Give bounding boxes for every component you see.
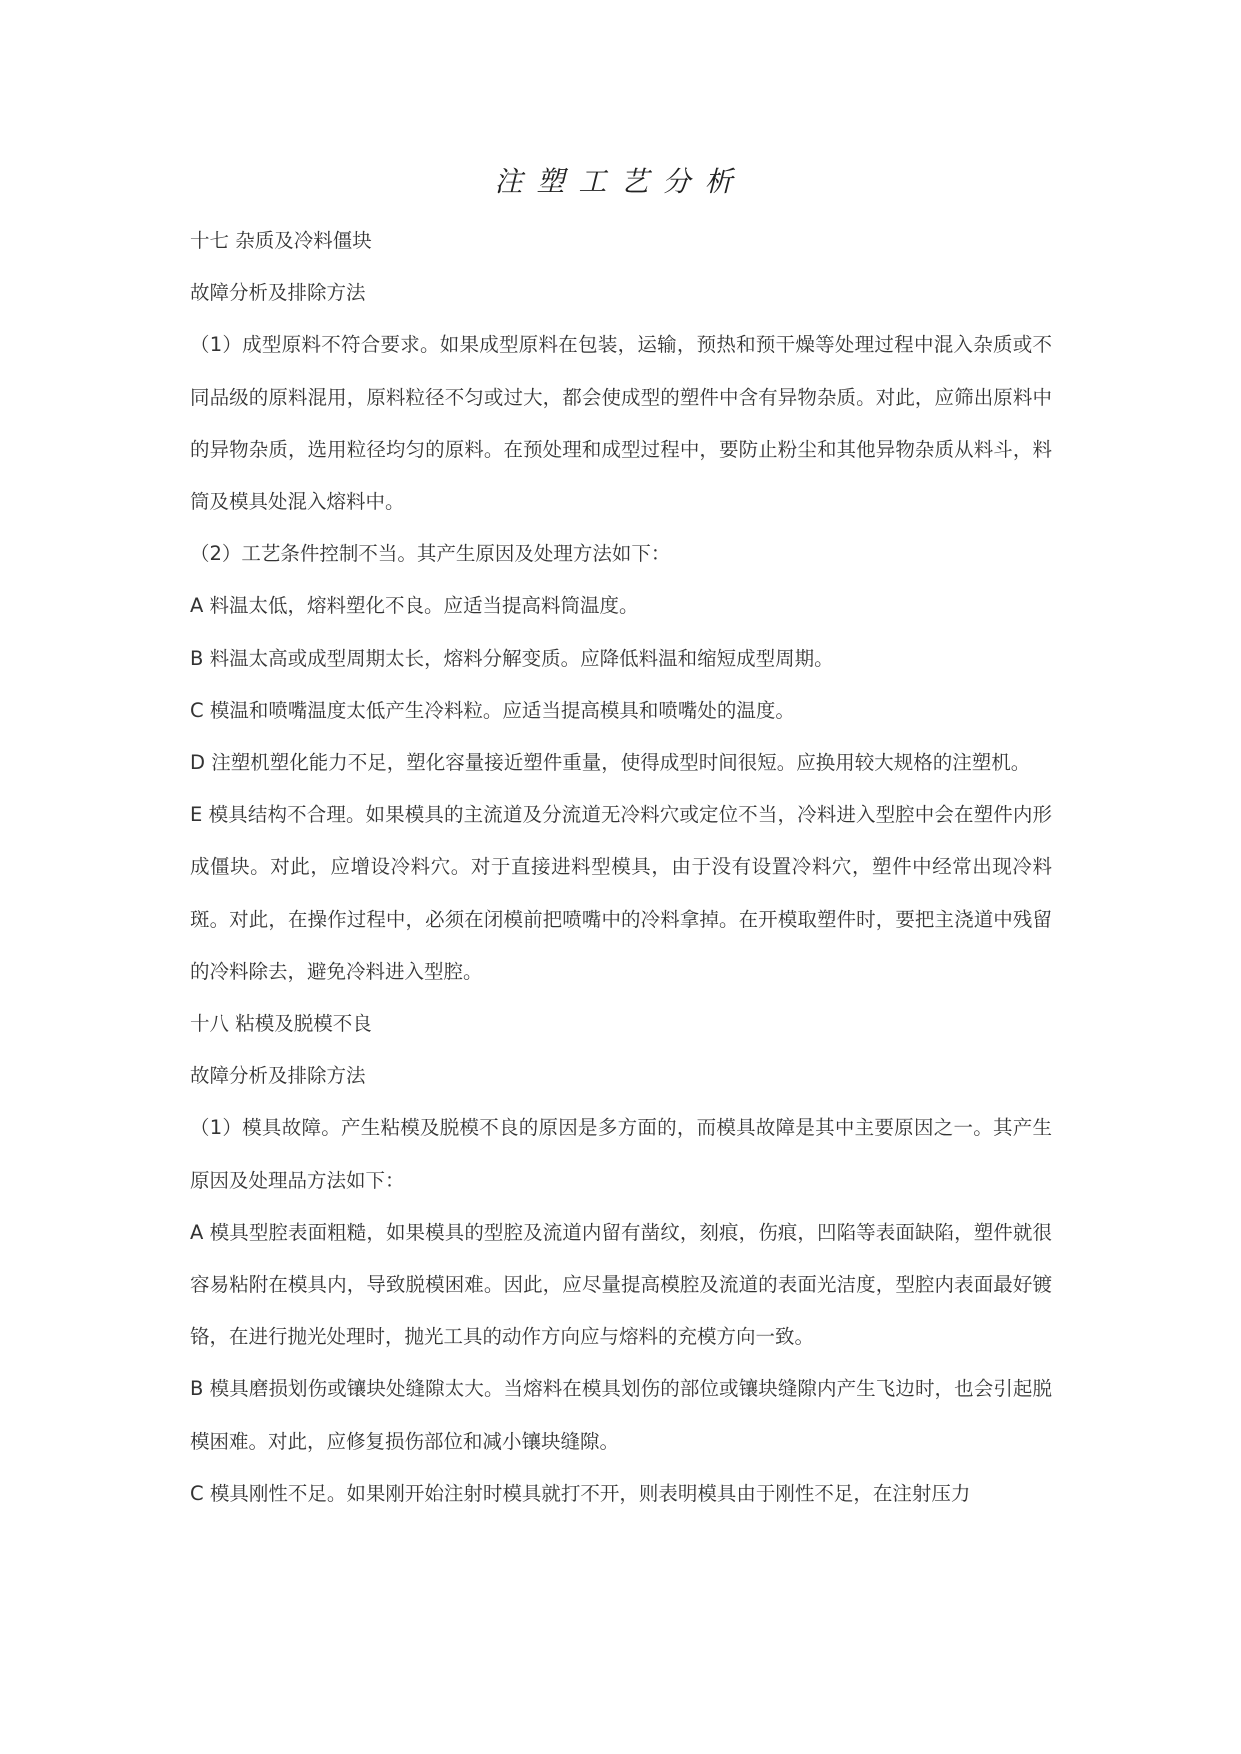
list-item-a: A 料温太低，熔料塑化不良。应适当提高料筒温度。 [190, 594, 639, 618]
list-item-c: C 模温和喷嘴温度太低产生冷料粒。应适当提高模具和喷嘴处的温度。 [190, 698, 795, 722]
subheading-fault-analysis: 故障分析及排除方法 [190, 281, 366, 305]
list-item-a: A 模具型腔表面粗糙，如果模具的型腔及流道内留有凿纹，刻痕，伤痕，凹陷等表面缺陷，塑件就很容易粘附在模具内，导致脱模困难。因此，应尽量提高模腔及流道的表面光洁度，型腔内表面最好镀铬，在进行抛光处理时，抛光工具的动作方向应与熔料的充模方向一致。 [190, 1220, 1052, 1349]
list-item-c: C 模具刚性不足。如果刚开始注射时模具就打不开，则表明模具由于刚性不足，在注射压力 [190, 1481, 971, 1505]
document-title: 注塑工艺分析 [494, 165, 747, 198]
paragraph: （1）成型原料不符合要求。如果成型原料在包装，运输，预热和预干燥等处理过程中混入杂质或不同品级的原料混用，原料粒径不匀或过大，都会使成型的塑件中含有异物杂质。对此，应筛出原料中的异物杂质，选用粒径均匀的原料。在预处理和成型过程中，要防止粉尘和其他异物杂质从料斗，料筒及模具处混入熔料中。 [190, 333, 1052, 514]
list-item-b: B 料温太高或成型周期太长，熔料分解变质。应降低料温和缩短成型周期。 [190, 646, 834, 670]
list-item-e: E 模具结构不合理。如果模具的主流道及分流道无冷料穴或定位不当，冷料进入型腔中会在塑件内形成僵块。对此，应增设冷料穴。对于直接进料型模具，由于没有设置冷料穴，塑件中经常出现冷料斑。对此，在操作过程中，必须在闭模前把喷嘴中的冷料拿掉。在开模取塑件时，要把主浇道中残留的冷料除去，避免冷料进入型腔。 [190, 803, 1052, 983]
list-item-b: B 模具磨损划伤或镶块处缝隙太大。当熔料在模具划伤的部位或镶块缝隙内产生飞边时，也会引起脱模困难。对此，应修复损伤部位和减小镶块缝隙。 [190, 1377, 1052, 1453]
paragraph: （1）模具故障。产生粘模及脱模不良的原因是多方面的，而模具故障是其中主要原因之一。其产生原因及处理品方法如下： [190, 1116, 1052, 1192]
section-heading-18: 十八 粘模及脱模不良 [190, 1012, 372, 1036]
subheading-fault-analysis: 故障分析及排除方法 [190, 1064, 366, 1088]
paragraph: （2）工艺条件控制不当。其产生原因及处理方法如下： [190, 542, 671, 566]
document-body [190, 215, 1052, 1520]
section-heading-17: 十七 杂质及冷料僵块 [190, 229, 372, 252]
list-item-d: D 注塑机塑化能力不足，塑化容量接近塑件重量，使得成型时间很短。应换用较大规格的注塑机。 [190, 751, 1031, 775]
